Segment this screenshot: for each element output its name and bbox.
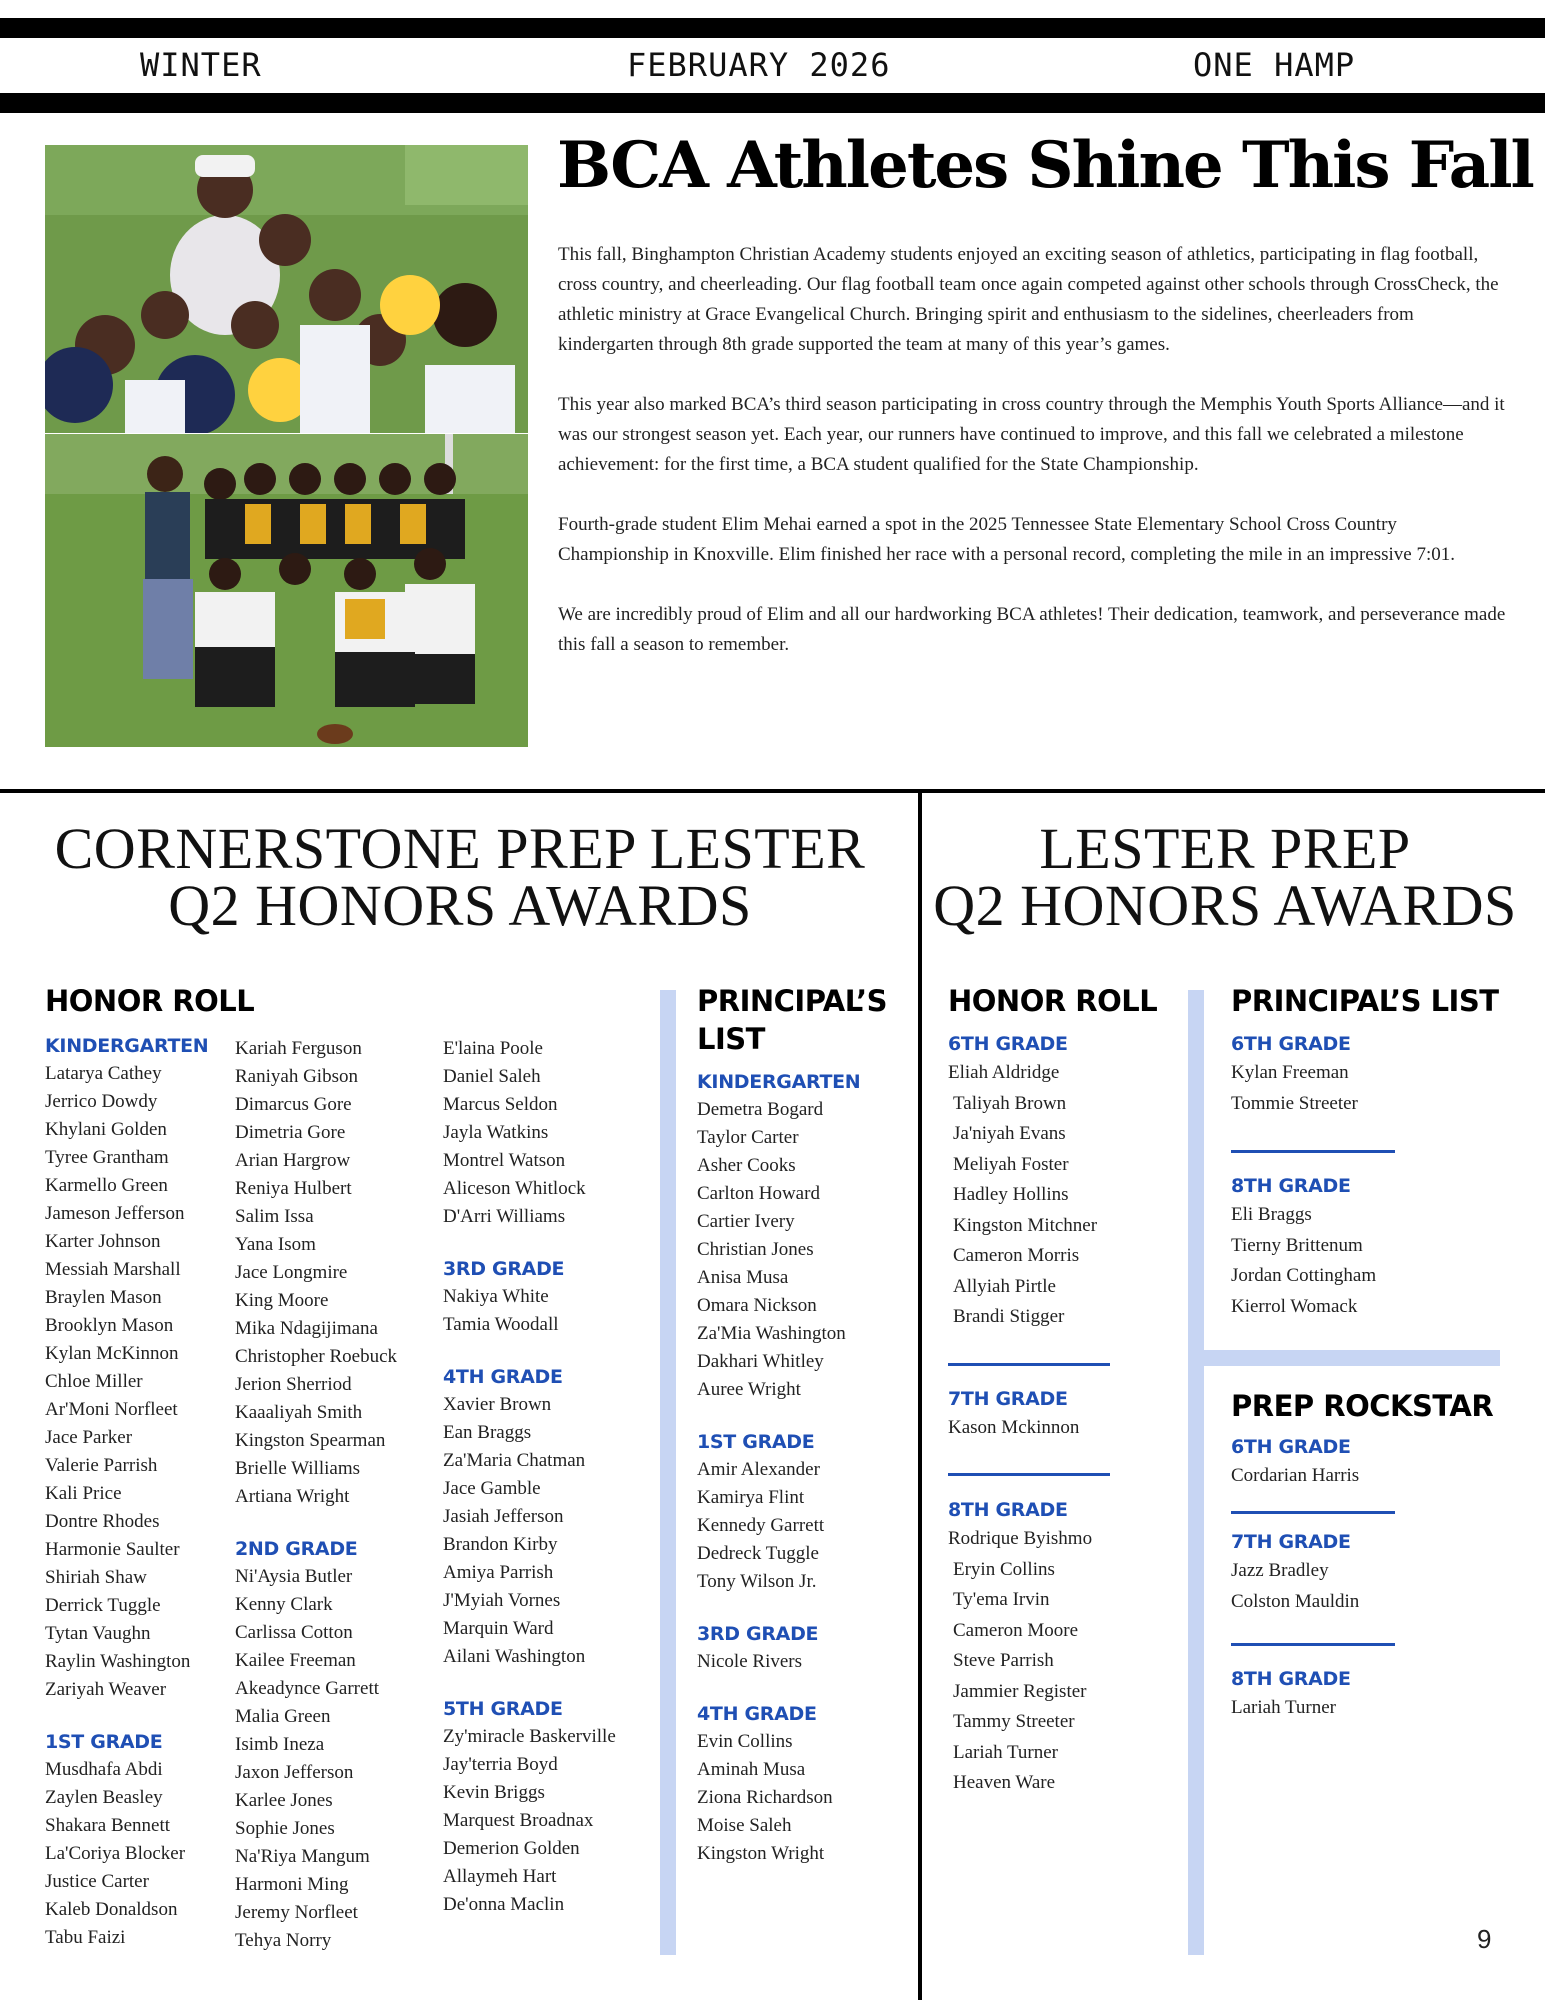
student-name: Tehya Norry bbox=[235, 1930, 332, 1951]
grade-heading: 4TH GRADE bbox=[443, 1366, 563, 1388]
section-divider-vertical bbox=[918, 791, 922, 2000]
cornerstone-honor-col2 bbox=[235, 1035, 397, 1955]
student-name: Brandon Kirby bbox=[443, 1534, 558, 1555]
name-group bbox=[948, 1524, 1092, 1799]
student-name: Kierrol Womack bbox=[1231, 1295, 1358, 1317]
student-name: Amir Alexander bbox=[697, 1459, 820, 1480]
student-name: Christopher Roebuck bbox=[235, 1346, 398, 1367]
cornerstone-title bbox=[20, 816, 900, 938]
cornerstone-principals-heading-line1: PRINCIPAL’S bbox=[697, 984, 887, 1018]
student-name: Harmonie Saulter bbox=[45, 1539, 180, 1560]
student-name: Kennedy Garrett bbox=[697, 1515, 825, 1536]
grade-divider bbox=[948, 1363, 1110, 1366]
grade-heading: 8TH GRADE bbox=[1231, 1668, 1351, 1690]
masthead-school: ONE HAMP bbox=[1193, 46, 1356, 84]
student-name: Ean Braggs bbox=[443, 1422, 532, 1443]
lester-principals-6th bbox=[1231, 1030, 1358, 1119]
group-spacer bbox=[235, 1511, 397, 1535]
article-headline: BCA Athletes Shine This Fall bbox=[557, 128, 1533, 203]
student-name: Nakiya White bbox=[443, 1286, 549, 1307]
student-name: Kylan McKinnon bbox=[45, 1343, 179, 1364]
student-name: Cameron Moore bbox=[953, 1619, 1079, 1641]
student-name: Ty'ema Irvin bbox=[953, 1589, 1050, 1610]
student-name: Jazz Bradley bbox=[1231, 1560, 1329, 1581]
student-name: Brielle Williams bbox=[235, 1458, 361, 1479]
student-name: Jammier Register bbox=[953, 1680, 1087, 1702]
student-name: Jeremy Norfleet bbox=[235, 1902, 358, 1923]
student-name: Ailani Washington bbox=[443, 1646, 586, 1667]
student-name: Heaven Ware bbox=[953, 1772, 1056, 1793]
student-name: Xavier Brown bbox=[443, 1394, 552, 1415]
grade-heading: 6TH GRADE bbox=[1231, 1033, 1351, 1055]
lester-principals-heading: PRINCIPAL’S LIST bbox=[1231, 984, 1499, 1018]
cornerstone-accent-bar bbox=[660, 990, 676, 1955]
group-spacer bbox=[697, 1404, 860, 1428]
student-name: Marquin Ward bbox=[443, 1618, 554, 1639]
student-name: Kason Mckinnon bbox=[948, 1417, 1080, 1438]
grade-heading: 8TH GRADE bbox=[1231, 1175, 1351, 1197]
student-name: Za'Maria Chatman bbox=[443, 1450, 586, 1471]
student-name: Messiah Marshall bbox=[45, 1259, 181, 1280]
lester-honor-roll-8th bbox=[948, 1496, 1092, 1799]
grade-heading: 6TH GRADE bbox=[1231, 1436, 1351, 1458]
student-name: Latarya Cathey bbox=[45, 1063, 162, 1084]
student-name: Taylor Carter bbox=[697, 1127, 799, 1148]
student-name: Valerie Parrish bbox=[45, 1455, 158, 1476]
student-name: Marcus Seldon bbox=[443, 1094, 558, 1115]
student-name: Christian Jones bbox=[697, 1239, 814, 1260]
student-name: Jerion Sherriod bbox=[235, 1374, 352, 1395]
student-name: Eryin Collins bbox=[953, 1558, 1055, 1580]
student-name: Yana Isom bbox=[235, 1234, 316, 1255]
student-name: Marquest Broadnax bbox=[443, 1810, 594, 1831]
group-spacer bbox=[443, 1339, 616, 1363]
student-name: Kingston Mitchner bbox=[953, 1214, 1098, 1236]
student-name: Eli Braggs bbox=[1231, 1204, 1312, 1225]
student-name: Tammy Streeter bbox=[953, 1711, 1075, 1732]
student-name: King Moore bbox=[235, 1290, 329, 1311]
student-name: Jace Gamble bbox=[443, 1478, 541, 1499]
student-name: Auree Wright bbox=[697, 1379, 801, 1400]
student-name: Nicole Rivers bbox=[697, 1651, 803, 1672]
student-name: Dedreck Tuggle bbox=[697, 1543, 819, 1564]
masthead-issue-date: FEBRUARY 2026 bbox=[627, 46, 891, 84]
student-name: Arian Hargrow bbox=[235, 1150, 351, 1171]
student-name: Demetra Bogard bbox=[697, 1099, 824, 1120]
student-name: Daniel Saleh bbox=[443, 1066, 541, 1087]
student-name: Dimetria Gore bbox=[235, 1122, 346, 1143]
name-group bbox=[1231, 1556, 1359, 1617]
student-name: Tony Wilson Jr. bbox=[697, 1571, 817, 1592]
name-group bbox=[1231, 1693, 1351, 1724]
grade-heading: KINDERGARTEN bbox=[697, 1071, 861, 1093]
student-name: Colston Mauldin bbox=[1231, 1590, 1360, 1612]
page-number: 9 bbox=[1477, 1924, 1492, 1954]
grade-divider bbox=[1231, 1643, 1395, 1646]
student-name: Jace Parker bbox=[45, 1427, 133, 1448]
article-paragraph: This year also marked BCA’s third season participating in cross country through the Memphis Youth Sports Alliance—and it was our strongest season yet. Each year, our runners have continued to improve, and this fall we celebrated a milestone achievement: for the first time, a BCA student qualified for the State Championship. bbox=[558, 394, 1505, 475]
article-paragraph: This fall, Binghampton Christian Academy students enjoyed an exciting season of athletics, participating in flag football, cross country, and cheerleading. Our flag football team once again competed against other schools through CrossCheck, the athletic ministry at Grace Evangelical Church. Bringing spirit and enthusiasm to the sidelines, cheerleaders from kindergarten through 8th grade supported the team at many of this year’s games. bbox=[558, 244, 1499, 355]
grade-heading: 4TH GRADE bbox=[697, 1703, 817, 1725]
student-name: Lariah Turner bbox=[1231, 1697, 1337, 1718]
student-name: Ar'Moni Norfleet bbox=[45, 1399, 178, 1420]
name-group bbox=[948, 1413, 1079, 1444]
student-name: Isimb Ineza bbox=[235, 1734, 325, 1755]
student-name: Anisa Musa bbox=[697, 1267, 789, 1288]
grade-heading: 2ND GRADE bbox=[235, 1538, 358, 1560]
student-name: Tommie Streeter bbox=[1231, 1092, 1358, 1114]
student-name: Eliah Aldridge bbox=[948, 1062, 1060, 1083]
student-name: Kevin Briggs bbox=[443, 1782, 545, 1803]
student-name: Montrel Watson bbox=[443, 1150, 566, 1171]
student-name: Musdhafa Abdi bbox=[45, 1759, 163, 1780]
student-name: E'laina Poole bbox=[443, 1038, 543, 1059]
student-name: Dakhari Whitley bbox=[697, 1351, 824, 1372]
student-name: Jace Longmire bbox=[235, 1262, 348, 1283]
student-name: Brandi Stigger bbox=[953, 1306, 1065, 1327]
rockstar-7th bbox=[1231, 1528, 1359, 1617]
student-name: Shakara Bennett bbox=[45, 1815, 171, 1836]
grade-divider bbox=[948, 1473, 1110, 1476]
student-name: De'onna Maclin bbox=[443, 1894, 565, 1915]
article-paragraph: Fourth-grade student Elim Mehai earned a spot in the 2025 Tennessee State Elementary School Cross Country Championship in Knoxville. Elim finished her race with a personal record, completing the mile in an impressive 7:01. bbox=[558, 514, 1456, 565]
student-name: Aliceson Whitlock bbox=[443, 1178, 586, 1199]
grade-heading: 6TH GRADE bbox=[948, 1033, 1068, 1055]
student-name: Demerion Golden bbox=[443, 1838, 580, 1859]
cornerstone-honor-col3 bbox=[443, 1035, 616, 1919]
student-name: Allaymeh Hart bbox=[443, 1866, 557, 1887]
cornerstone-principals-list bbox=[697, 1068, 860, 1868]
student-name: Cameron Morris bbox=[953, 1245, 1080, 1266]
rockstar-8th bbox=[1231, 1665, 1351, 1724]
student-name: Jayla Watkins bbox=[443, 1122, 549, 1143]
student-name: Tierny Brittenum bbox=[1231, 1234, 1363, 1256]
student-name: Kaaaliyah Smith bbox=[235, 1402, 363, 1423]
student-name: Allyiah Pirtle bbox=[953, 1275, 1056, 1297]
lester-principals-8th bbox=[1231, 1172, 1376, 1322]
student-name: Kamirya Flint bbox=[697, 1487, 805, 1508]
student-name: Na'Riya Mangum bbox=[235, 1846, 370, 1867]
student-name: Zaylen Beasley bbox=[45, 1787, 163, 1808]
student-name: Ja'niyah Evans bbox=[953, 1123, 1066, 1144]
student-name: Harmoni Ming bbox=[235, 1874, 349, 1895]
group-spacer bbox=[697, 1676, 860, 1700]
student-name: Zy'miracle Baskerville bbox=[443, 1726, 616, 1747]
student-name: Kailee Freeman bbox=[235, 1650, 356, 1671]
student-name: Omara Nickson bbox=[697, 1295, 817, 1316]
masthead-season: WINTER bbox=[140, 46, 262, 84]
student-name: Artiana Wright bbox=[235, 1486, 350, 1507]
student-name: Jasiah Jefferson bbox=[443, 1506, 564, 1527]
grade-heading: KINDERGARTEN bbox=[45, 1035, 209, 1057]
prep-rockstar-heading: PREP ROCKSTAR bbox=[1231, 1389, 1494, 1423]
student-name: Ziona Richardson bbox=[697, 1787, 833, 1808]
student-name: Asher Cooks bbox=[697, 1155, 796, 1176]
name-group bbox=[948, 1058, 1097, 1333]
student-name: Carlissa Cotton bbox=[235, 1622, 353, 1643]
article-body bbox=[558, 240, 1508, 690]
student-name: Kaleb Donaldson bbox=[45, 1899, 178, 1920]
student-name: Sophie Jones bbox=[235, 1818, 335, 1839]
lester-title bbox=[930, 816, 1520, 938]
cornerstone-title-line1: CORNERSTONE PREP LESTER bbox=[54, 816, 866, 881]
student-name: Aminah Musa bbox=[697, 1759, 806, 1780]
student-name: Lariah Turner bbox=[953, 1741, 1059, 1763]
student-name: Mika Ndagijimana bbox=[235, 1318, 378, 1339]
student-name: Ni'Aysia Butler bbox=[235, 1566, 353, 1587]
group-spacer bbox=[45, 1704, 208, 1728]
student-name: Jameson Jefferson bbox=[45, 1203, 185, 1224]
student-name: Hadley Hollins bbox=[953, 1184, 1069, 1205]
lester-honor-roll-heading: HONOR ROLL bbox=[948, 984, 1158, 1018]
student-name: Kylan Freeman bbox=[1231, 1062, 1349, 1083]
group-spacer bbox=[443, 1231, 616, 1255]
student-name: Carlton Howard bbox=[697, 1183, 820, 1204]
student-name: Jordan Cottingham bbox=[1231, 1265, 1377, 1286]
cheerleaders-photo bbox=[45, 145, 528, 433]
cornerstone-principals-heading-line2: LIST bbox=[697, 1022, 765, 1056]
student-name: Derrick Tuggle bbox=[45, 1595, 161, 1616]
student-name: Reniya Hulbert bbox=[235, 1178, 352, 1199]
student-name: Raniyah Gibson bbox=[235, 1066, 358, 1087]
student-name: Brooklyn Mason bbox=[45, 1315, 174, 1336]
student-name: Tyree Grantham bbox=[45, 1147, 169, 1168]
name-group bbox=[1231, 1058, 1358, 1119]
grade-heading: 7TH GRADE bbox=[948, 1388, 1068, 1410]
student-name: Steve Parrish bbox=[953, 1650, 1054, 1671]
student-name: Shiriah Shaw bbox=[45, 1567, 147, 1588]
student-name: Rodrique Byishmo bbox=[948, 1528, 1093, 1549]
student-name: Kingston Wright bbox=[697, 1843, 825, 1864]
student-name: Braylen Mason bbox=[45, 1287, 162, 1308]
name-group bbox=[1231, 1461, 1359, 1492]
student-name: Justice Carter bbox=[45, 1871, 149, 1892]
student-name: Jerrico Dowdy bbox=[45, 1091, 158, 1112]
group-spacer bbox=[697, 1596, 860, 1620]
lester-honor-roll bbox=[948, 1030, 1097, 1333]
rockstar-6th bbox=[1231, 1433, 1359, 1492]
grade-divider bbox=[1231, 1511, 1395, 1514]
student-name: Taliyah Brown bbox=[953, 1092, 1067, 1114]
student-name: Cartier Ivery bbox=[697, 1211, 795, 1232]
student-name: D'Arri Williams bbox=[443, 1206, 566, 1227]
masthead bbox=[0, 44, 1545, 89]
student-name: Kenny Clark bbox=[235, 1594, 333, 1615]
grade-divider bbox=[1231, 1150, 1395, 1153]
lester-accent-bar-horizontal bbox=[1188, 1350, 1500, 1366]
student-name: Dimarcus Gore bbox=[235, 1094, 352, 1115]
student-name: J'Myiah Vornes bbox=[443, 1590, 561, 1611]
student-name: Za'Mia Washington bbox=[697, 1323, 846, 1344]
cornerstone-title-line2: Q2 HONORS AWARDS bbox=[168, 873, 752, 938]
student-name: Meliyah Foster bbox=[953, 1153, 1069, 1175]
grade-heading: 3RD GRADE bbox=[697, 1623, 819, 1645]
student-name: Karlee Jones bbox=[235, 1790, 333, 1811]
name-group bbox=[1231, 1200, 1376, 1322]
student-name: Raylin Washington bbox=[45, 1651, 191, 1672]
lester-title-line2: Q2 HONORS AWARDS bbox=[933, 873, 1517, 938]
student-name: Karmello Green bbox=[45, 1175, 168, 1196]
student-name: Tabu Faizi bbox=[45, 1927, 126, 1948]
grade-heading: 7TH GRADE bbox=[1231, 1531, 1351, 1553]
student-name: La'Coriya Blocker bbox=[45, 1843, 186, 1864]
student-name: Kingston Spearman bbox=[235, 1430, 386, 1451]
student-name: Tamia Woodall bbox=[443, 1314, 559, 1335]
lester-title-line1: LESTER PREP bbox=[1039, 816, 1411, 881]
grade-heading: 1ST GRADE bbox=[697, 1431, 815, 1453]
student-name: Tytan Vaughn bbox=[45, 1623, 151, 1644]
cornerstone-honor-col1 bbox=[45, 1032, 208, 1952]
student-name: Jaxon Jefferson bbox=[235, 1762, 354, 1783]
student-name: Khylani Golden bbox=[45, 1119, 167, 1140]
cornerstone-honor-roll-heading: HONOR ROLL bbox=[45, 984, 255, 1018]
student-name: Salim Issa bbox=[235, 1206, 314, 1227]
lester-honor-roll-7th bbox=[948, 1385, 1079, 1444]
section-divider-horizontal bbox=[0, 789, 1545, 793]
student-name: Zariyah Weaver bbox=[45, 1679, 167, 1700]
student-name: Amiya Parrish bbox=[443, 1562, 554, 1583]
grade-heading: 1ST GRADE bbox=[45, 1731, 163, 1753]
student-name: Dontre Rhodes bbox=[45, 1511, 160, 1532]
grade-heading: 5TH GRADE bbox=[443, 1698, 563, 1720]
student-name: Chloe Miller bbox=[45, 1371, 143, 1392]
grade-heading: 3RD GRADE bbox=[443, 1258, 565, 1280]
student-name: Jay'terria Boyd bbox=[443, 1754, 558, 1775]
lester-accent-bar-vertical bbox=[1188, 990, 1204, 1955]
student-name: Cordarian Harris bbox=[1231, 1465, 1360, 1486]
masthead-bottom-bar bbox=[0, 93, 1545, 113]
article-paragraph: We are incredibly proud of Elim and all our hardworking BCA athletes! Their dedication, teamwork, and perseverance made this fall a season to remember. bbox=[558, 604, 1506, 655]
group-spacer bbox=[443, 1671, 616, 1695]
student-name: Moise Saleh bbox=[697, 1815, 792, 1836]
student-name: Malia Green bbox=[235, 1706, 331, 1727]
flag-football-photo bbox=[45, 434, 528, 747]
masthead-top-bar bbox=[0, 18, 1545, 38]
student-name: Akeadynce Garrett bbox=[235, 1678, 380, 1699]
student-name: Kariah Ferguson bbox=[235, 1038, 362, 1059]
student-name: Karter Johnson bbox=[45, 1231, 161, 1252]
grade-heading: 8TH GRADE bbox=[948, 1499, 1068, 1521]
student-name: Evin Collins bbox=[697, 1731, 793, 1752]
student-name: Kali Price bbox=[45, 1483, 122, 1504]
